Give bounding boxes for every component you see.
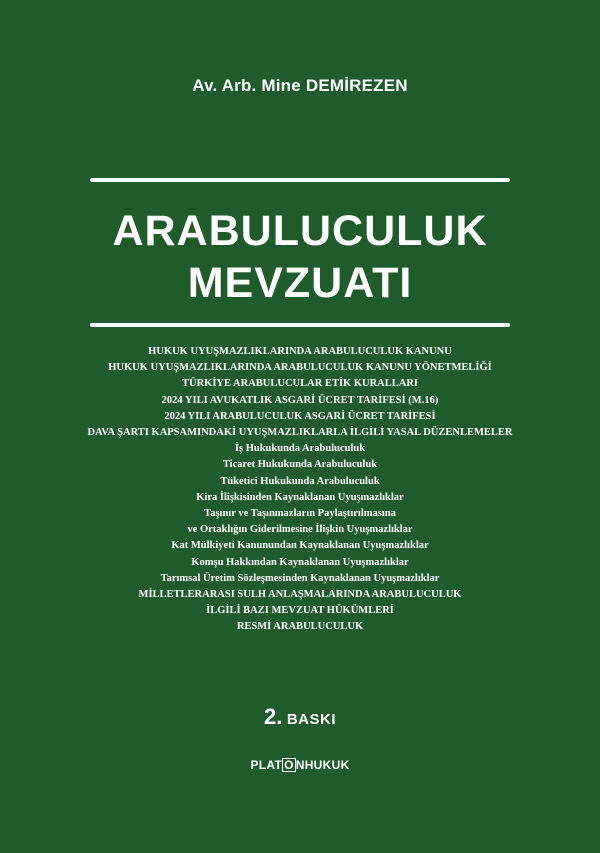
edition-label — [0, 704, 600, 730]
list-item: RESMİ ARABULUCULUK — [236, 621, 364, 633]
title-line-1: ARABULUCULUK — [112, 207, 488, 255]
list-item: İş Hukukunda Arabuluculuk — [234, 443, 366, 455]
edition-word: BASKI — [286, 711, 336, 728]
list-item: MİLLETLERARASI SULH ANLAŞMALARINDA ARABULUCULUK — [138, 589, 462, 601]
bottom-divider — [90, 323, 510, 327]
publisher-name-part1: PLAT — [250, 758, 283, 772]
list-item: TÜRKİYE ARABULUCULAR ETİK KURALLARI — [182, 378, 418, 390]
list-item: 2024 YILI ARABULUCULUK ASGARİ ÜCRET TARİFESİ — [164, 410, 436, 422]
list-item: HUKUK UYUŞMAZLIKLARINDA ARABULUCULUK KANUNU — [148, 346, 452, 357]
title-line-2: MEVZUATI — [187, 259, 413, 307]
list-item: Kira İlişkisinden Kaynaklanan Uyuşmazlıklar — [196, 491, 404, 503]
list-item: ve Ortaklığın Giderilmesine İlişkin Uyuşmazlıklar — [187, 524, 413, 536]
edition-number: 2. — [264, 704, 283, 729]
list-item: Ticaret Hukukunda Arabuluculuk — [222, 459, 378, 471]
list-item: Tüketici Hukukunda Arabuluculuk — [220, 475, 380, 487]
list-item: Kat Mülkiyeti Kanunundan Kaynaklanan Uyuşmazlıklar — [171, 540, 429, 552]
publisher-boxed-letter: O — [284, 758, 294, 772]
list-item: İLGİLİ BAZI MEVZUAT HÜKÜMLERİ — [206, 605, 394, 617]
list-item: Tarımsal Üretim Sözleşmesinden Kaynaklanan Uyuşmazlıklar — [160, 572, 440, 584]
list-item: Komşu Hakkından Kaynaklanan Uyuşmazlıklar — [191, 556, 409, 568]
list-item: Taşınır ve Taşınmazların Paylaştırılmasına — [204, 508, 396, 520]
list-item: HUKUK UYUŞMAZLIKLARINDA ARABULUCULUK KANUNU YÖNETMELİĞİ — [108, 362, 492, 374]
contents-list — [0, 344, 600, 636]
top-divider — [90, 178, 510, 182]
publisher-logo — [0, 758, 600, 772]
publisher-name-part2: NHUKUK — [295, 758, 350, 772]
list-item: DAVA ŞARTI KAPSAMINDAKİ UYUŞMAZLIKLARLA İLGİLİ YASAL DÜZENLEMELER — [87, 427, 513, 439]
list-item: 2024 YILI AVUKATLIK ASGARİ ÜCRET TARİFESİ (M.16) — [161, 394, 439, 406]
author-name: Av. Arb. Mine DEMİREZEN — [192, 76, 408, 95]
